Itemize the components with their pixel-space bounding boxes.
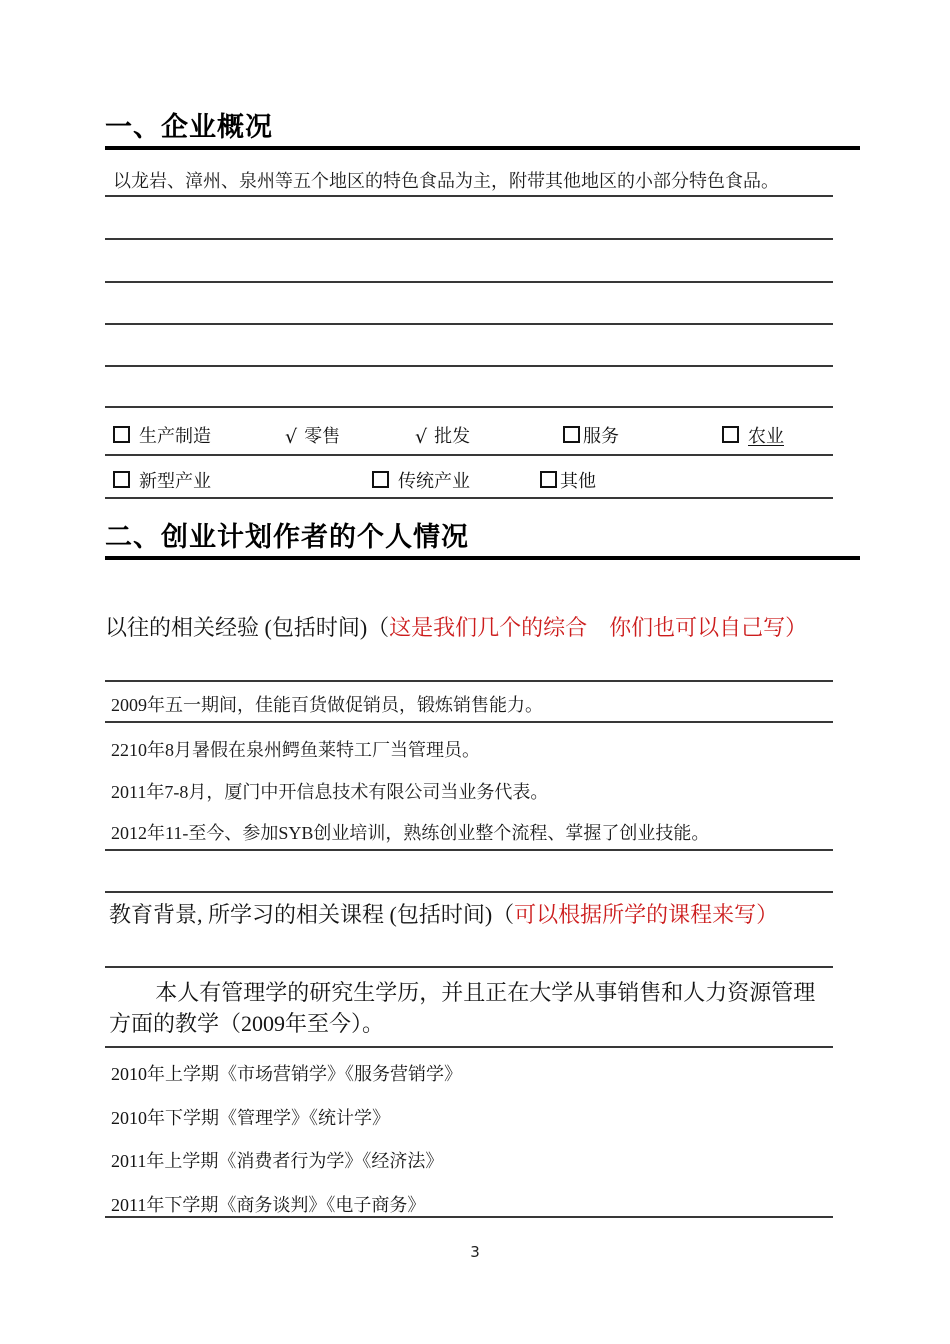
checkbox-icon[interactable] [113,471,130,488]
education-summary: 本人有管理学的研究生学历，并且正在大学从事销售和人力资源管理方面的教学（2009年至今）。 [109,980,816,1036]
section1-heading: 一、企业概况 [105,110,860,150]
checkbox-icon[interactable] [372,471,389,488]
course-item: 2010年下学期《管理学》《统计学》 [111,1107,390,1128]
business-scope-text: 以龙岩、漳州、泉州等五个地区的特色食品为主，附带其他地区的小部分特色食品。 [113,171,779,191]
experience-entry: 2210年8月暑假在泉州鳄鱼莱特工厂当管理员。 [111,740,480,760]
industry-checkbox-row-2 [105,456,833,499]
experience-entry: 2011年7-8月，厦门中开信息技术有限公司当业务代表。 [111,781,549,802]
option-label: 服务 [583,426,619,446]
experience-label-block [105,612,850,644]
section2-heading: 二、创业计划作者的个人情况 [105,520,860,560]
option-label: 农业 [748,426,784,446]
blank-row[interactable] [105,283,833,325]
course-item: 2011年上学期《消费者行为学》《经济法》 [111,1151,444,1171]
experience-row[interactable] [105,682,833,723]
education-red-note: 可以根据所学的课程来写） [514,902,779,927]
experience-row[interactable] [105,723,833,851]
blank-row[interactable] [105,325,833,367]
education-label-row [105,893,833,968]
checkbox-option-other[interactable] [540,467,596,493]
paren-open: （ [367,615,390,640]
checkbox-option-agriculture[interactable] [722,422,784,448]
education-label: 教育背景, 所学习的相关课程 (包括时间) [109,902,493,927]
checkbox-option-service[interactable] [563,422,619,448]
experience-entry: 2012年11-至今、参加SYB创业培训，熟练创业整个流程、掌握了创业技能。 [111,823,710,843]
business-overview-table [105,150,833,499]
option-label: 传统产业 [398,471,470,491]
check-mark-icon: √ [285,426,298,448]
page-number: 3 [470,1243,480,1261]
blank-row[interactable] [105,197,833,240]
education-courses-row[interactable] [105,1048,833,1218]
experience-label: 以往的相关经验 (包括时间) [105,615,368,640]
option-label: 其他 [560,471,596,491]
blank-row[interactable] [105,240,833,283]
experience-entry: 2009年五一期间，佳能百货做促销员，锻炼销售能力。 [111,695,543,715]
option-label: 零售 [304,426,341,446]
blank-row[interactable] [105,367,833,408]
checkbox-icon[interactable] [113,426,130,443]
checkbox-option-new-industry[interactable] [113,467,211,493]
experience-table [105,680,833,851]
checkbox-option-manufacturing[interactable] [113,422,211,448]
industry-checkbox-row-1 [105,408,833,456]
checkbox-icon[interactable] [540,471,557,488]
education-table [105,891,833,1218]
option-label: 生产制造 [139,426,211,446]
course-item: 2011年下学期《商务谈判》《电子商务》 [111,1194,426,1215]
checkbox-icon[interactable] [722,426,739,443]
intro-row [105,150,833,197]
education-summary-row[interactable] [105,968,833,1048]
checkbox-option-traditional-industry[interactable] [372,467,470,493]
check-mark-icon: √ [415,426,428,448]
option-label: 批发 [434,426,471,446]
checkbox-option-retail[interactable] [285,422,340,448]
option-label: 新型产业 [139,471,211,491]
experience-red-note: 这是我们几个的综合 你们也可以自己写） [389,615,808,640]
paren-open: （ [492,902,515,927]
checkbox-option-wholesale[interactable] [415,422,470,448]
course-item: 2010年上学期《市场营销学》《服务营销学》 [111,1064,462,1084]
checkbox-icon[interactable] [563,426,580,443]
